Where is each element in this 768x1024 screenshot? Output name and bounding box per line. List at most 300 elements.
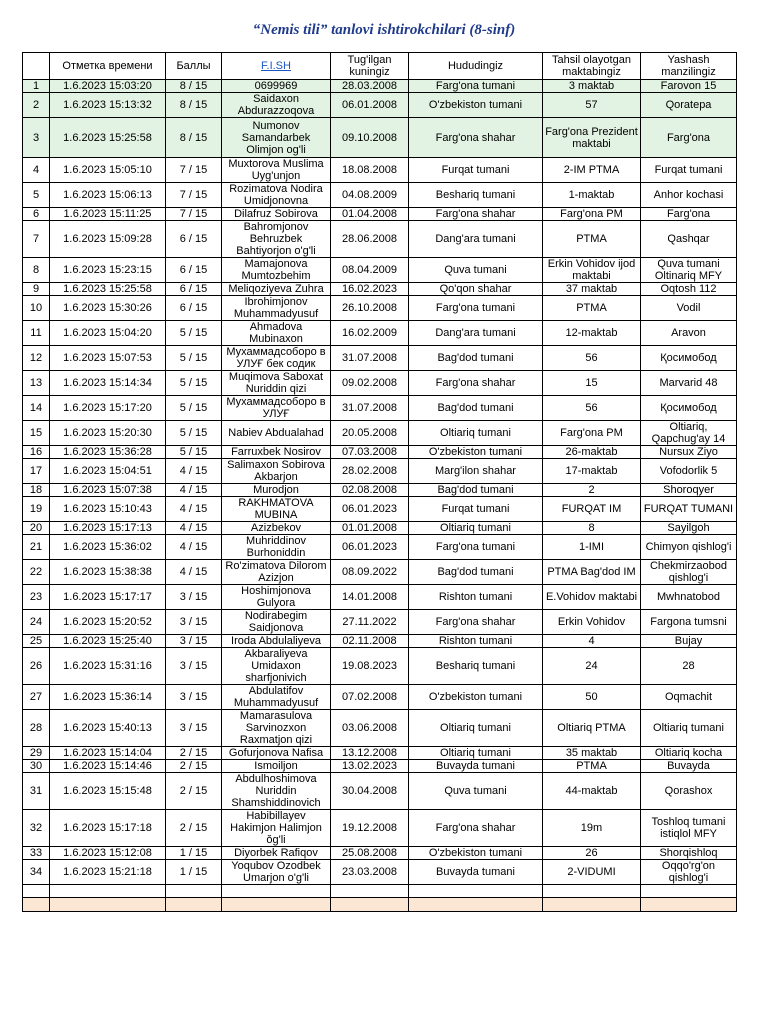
row-birthdate: 13.12.2008: [331, 747, 409, 760]
row-number: 8: [23, 258, 50, 283]
row-timestamp: 1.6.2023 15:11:25: [50, 208, 166, 221]
row-school: 2-IM PTMA: [543, 158, 641, 183]
row-address: Қосимобод: [641, 346, 737, 371]
row-birthdate: 28.06.2008: [331, 221, 409, 258]
row-number: 26: [23, 648, 50, 685]
empty-cell: [409, 885, 543, 898]
row-birthdate: 28.03.2008: [331, 80, 409, 93]
row-number: 16: [23, 446, 50, 459]
row-score: 4 / 15: [166, 459, 222, 484]
row-timestamp: 1.6.2023 15:14:04: [50, 747, 166, 760]
row-name: Gofurjonova Nafisa: [222, 747, 331, 760]
row-school: 35 maktab: [543, 747, 641, 760]
row-score: 2 / 15: [166, 773, 222, 810]
row-number: 17: [23, 459, 50, 484]
row-score: 5 / 15: [166, 321, 222, 346]
row-birthdate: 14.01.2008: [331, 585, 409, 610]
row-region: Farg'ona shahar: [409, 810, 543, 847]
header-score: Баллы: [166, 53, 222, 80]
row-number: 32: [23, 810, 50, 847]
row-birthdate: 07.02.2008: [331, 685, 409, 710]
row-region: O'zbekiston tumani: [409, 446, 543, 459]
row-school: 24: [543, 648, 641, 685]
row-school: Farg'ona PM: [543, 421, 641, 446]
table-row: [23, 221, 737, 258]
row-timestamp: 1.6.2023 15:30:26: [50, 296, 166, 321]
row-number: 29: [23, 747, 50, 760]
row-timestamp: 1.6.2023 15:17:17: [50, 585, 166, 610]
row-name: Hoshimjonova Gulyora: [222, 585, 331, 610]
row-region: Beshariq tumani: [409, 648, 543, 685]
row-timestamp: 1.6.2023 15:40:13: [50, 710, 166, 747]
row-score: 8 / 15: [166, 80, 222, 93]
row-school: Erkin Vohidov: [543, 610, 641, 635]
row-school: 44-maktab: [543, 773, 641, 810]
row-birthdate: 02.08.2008: [331, 484, 409, 497]
row-region: Qo'qon shahar: [409, 283, 543, 296]
row-region: Bag'dod tumani: [409, 560, 543, 585]
row-address: Vodil: [641, 296, 737, 321]
row-school: 17-maktab: [543, 459, 641, 484]
row-address: FURQAT TUMANI: [641, 497, 737, 522]
row-timestamp: 1.6.2023 15:17:18: [50, 810, 166, 847]
row-birthdate: 13.02.2023: [331, 760, 409, 773]
row-school: 15: [543, 371, 641, 396]
row-score: 4 / 15: [166, 560, 222, 585]
row-score: 2 / 15: [166, 810, 222, 847]
row-address: Furqat tumani: [641, 158, 737, 183]
row-score: 2 / 15: [166, 760, 222, 773]
row-number: 27: [23, 685, 50, 710]
row-region: Oltiariq tumani: [409, 522, 543, 535]
row-number: 34: [23, 860, 50, 885]
row-birthdate: 18.08.2008: [331, 158, 409, 183]
row-school: 1-maktab: [543, 183, 641, 208]
header-birthdate: Tug'ilgan kuningiz: [331, 53, 409, 80]
row-address: Chekmirzaobod qishlog'i: [641, 560, 737, 585]
row-timestamp: 1.6.2023 15:13:32: [50, 93, 166, 118]
footer-cell: [166, 898, 222, 912]
row-number: 5: [23, 183, 50, 208]
row-number: 15: [23, 421, 50, 446]
row-address: Қосимобод: [641, 396, 737, 421]
empty-row: [23, 885, 737, 898]
table-row: [23, 585, 737, 610]
row-birthdate: 06.01.2008: [331, 93, 409, 118]
row-school: 26: [543, 847, 641, 860]
row-score: 8 / 15: [166, 118, 222, 158]
footer-cell: [222, 898, 331, 912]
row-address: Quva tumani Oltinariq MFY: [641, 258, 737, 283]
row-region: Rishton tumani: [409, 585, 543, 610]
row-name: Yoqubov Ozodbek Umarjon o'g'li: [222, 860, 331, 885]
row-school: FURQAT IM: [543, 497, 641, 522]
row-school: 57: [543, 93, 641, 118]
footer-cell: [50, 898, 166, 912]
row-name: Numonov Samandarbek Olimjon og'li: [222, 118, 331, 158]
row-name: Diyorbek Rafiqov: [222, 847, 331, 860]
row-birthdate: 06.01.2023: [331, 497, 409, 522]
table-row: [23, 183, 737, 208]
row-birthdate: 16.02.2023: [331, 283, 409, 296]
row-region: Oltiariq tumani: [409, 747, 543, 760]
fish-link[interactable]: F.I.SH: [261, 60, 291, 72]
table-row: [23, 158, 737, 183]
table-row: [23, 118, 737, 158]
row-address: Oqmachit: [641, 685, 737, 710]
row-timestamp: 1.6.2023 15:36:28: [50, 446, 166, 459]
row-region: Farg'ona shahar: [409, 208, 543, 221]
row-region: Buvayda tumani: [409, 760, 543, 773]
footer-cell: [331, 898, 409, 912]
row-birthdate: 26.10.2008: [331, 296, 409, 321]
row-address: Oltiariq kocha: [641, 747, 737, 760]
row-region: Marg'ilon shahar: [409, 459, 543, 484]
footer-row: [23, 898, 737, 912]
row-address: Sayilgoh: [641, 522, 737, 535]
row-region: Oltiariq tumani: [409, 421, 543, 446]
row-school: 2: [543, 484, 641, 497]
row-timestamp: 1.6.2023 15:06:13: [50, 183, 166, 208]
row-timestamp: 1.6.2023 15:04:51: [50, 459, 166, 484]
row-address: Aravon: [641, 321, 737, 346]
row-address: 28: [641, 648, 737, 685]
row-birthdate: 06.01.2023: [331, 535, 409, 560]
row-number: 25: [23, 635, 50, 648]
row-birthdate: 01.04.2008: [331, 208, 409, 221]
row-timestamp: 1.6.2023 15:10:43: [50, 497, 166, 522]
row-name: Ro'zimatova Dilorom Azizjon: [222, 560, 331, 585]
row-name: Mamarasulova Sarvinozxon Raxmatjon qizi: [222, 710, 331, 747]
table-row: [23, 773, 737, 810]
row-score: 1 / 15: [166, 847, 222, 860]
row-school: 56: [543, 346, 641, 371]
row-school: 37 maktab: [543, 283, 641, 296]
empty-cell: [331, 885, 409, 898]
row-timestamp: 1.6.2023 15:31:16: [50, 648, 166, 685]
header-timestamp: Отметка времени: [50, 53, 166, 80]
footer-cell: [543, 898, 641, 912]
row-birthdate: 16.02.2009: [331, 321, 409, 346]
row-region: Farg'ona tumani: [409, 80, 543, 93]
row-address: Shorqishloq: [641, 847, 737, 860]
row-region: Bag'dod tumani: [409, 346, 543, 371]
row-region: Farg'ona tumani: [409, 535, 543, 560]
row-number: 6: [23, 208, 50, 221]
row-number: 24: [23, 610, 50, 635]
row-name: Dilafruz Sobirova: [222, 208, 331, 221]
row-score: 6 / 15: [166, 258, 222, 283]
row-birthdate: 30.04.2008: [331, 773, 409, 810]
header-address: Yashash manzilingiz: [641, 53, 737, 80]
row-timestamp: 1.6.2023 15:36:02: [50, 535, 166, 560]
footer-cell: [409, 898, 543, 912]
row-timestamp: 1.6.2023 15:15:48: [50, 773, 166, 810]
row-school: Oltiariq PTMA: [543, 710, 641, 747]
row-name: Bahromjonov Behruzbek Bahtiyorjon o'g'li: [222, 221, 331, 258]
row-score: 3 / 15: [166, 610, 222, 635]
row-school: PTMA Bag'dod IM: [543, 560, 641, 585]
row-number: 28: [23, 710, 50, 747]
row-address: Marvarid 48: [641, 371, 737, 396]
row-timestamp: 1.6.2023 15:20:30: [50, 421, 166, 446]
row-region: Farg'ona shahar: [409, 118, 543, 158]
row-number: 10: [23, 296, 50, 321]
row-number: 19: [23, 497, 50, 522]
row-region: Dang'ara tumani: [409, 321, 543, 346]
row-score: 3 / 15: [166, 710, 222, 747]
row-birthdate: 25.08.2008: [331, 847, 409, 860]
row-address: Farg'ona: [641, 208, 737, 221]
table-header: [23, 53, 737, 80]
table-row: [23, 747, 737, 760]
table-row: [23, 80, 737, 93]
row-birthdate: 23.03.2008: [331, 860, 409, 885]
table-row: [23, 497, 737, 522]
row-address: Chimyon qishlog'i: [641, 535, 737, 560]
row-timestamp: 1.6.2023 15:25:58: [50, 283, 166, 296]
row-school: 3 maktab: [543, 80, 641, 93]
empty-cell: [23, 885, 50, 898]
row-school: 50: [543, 685, 641, 710]
table-row: [23, 296, 737, 321]
row-score: 3 / 15: [166, 685, 222, 710]
table-row: [23, 860, 737, 885]
row-name: Farruxbek Nosirov: [222, 446, 331, 459]
row-address: Farovon 15: [641, 80, 737, 93]
row-name: Muqimova Saboxat Nuriddin qizi: [222, 371, 331, 396]
table-row: [23, 93, 737, 118]
table-row: [23, 535, 737, 560]
row-name: Iroda Abdulaliyeva: [222, 635, 331, 648]
row-timestamp: 1.6.2023 15:20:52: [50, 610, 166, 635]
row-name: Habibillayev Hakimjon Halimjon ŏg'li: [222, 810, 331, 847]
row-birthdate: 07.03.2008: [331, 446, 409, 459]
row-number: 4: [23, 158, 50, 183]
header-number: [23, 53, 50, 80]
row-address: Qorashox: [641, 773, 737, 810]
row-name: Мухаммадсоборо в УЛУҒ бек содик: [222, 346, 331, 371]
row-number: 1: [23, 80, 50, 93]
row-region: O'zbekiston tumani: [409, 93, 543, 118]
row-region: Farg'ona shahar: [409, 610, 543, 635]
footer-cell: [641, 898, 737, 912]
row-birthdate: 08.09.2022: [331, 560, 409, 585]
table-row: [23, 396, 737, 421]
table-body: [23, 80, 737, 912]
row-timestamp: 1.6.2023 15:38:38: [50, 560, 166, 585]
table-row: [23, 459, 737, 484]
row-name: Nabiev Abdualahad: [222, 421, 331, 446]
row-school: Farg'ona PM: [543, 208, 641, 221]
row-region: Bag'dod tumani: [409, 396, 543, 421]
row-address: Oltiariq tumani: [641, 710, 737, 747]
row-address: Mwhnatobod: [641, 585, 737, 610]
row-birthdate: 19.12.2008: [331, 810, 409, 847]
row-birthdate: 08.04.2009: [331, 258, 409, 283]
row-region: Dang'ara tumani: [409, 221, 543, 258]
empty-cell: [166, 885, 222, 898]
table-row: [23, 283, 737, 296]
row-school: 8: [543, 522, 641, 535]
row-number: 23: [23, 585, 50, 610]
footer-cell: [23, 898, 50, 912]
row-school: 12-maktab: [543, 321, 641, 346]
row-birthdate: 01.01.2008: [331, 522, 409, 535]
row-number: 9: [23, 283, 50, 296]
row-school: PTMA: [543, 221, 641, 258]
row-name: Ahmadova Mubinaxon: [222, 321, 331, 346]
table-row: [23, 371, 737, 396]
row-score: 3 / 15: [166, 648, 222, 685]
row-score: 5 / 15: [166, 421, 222, 446]
row-timestamp: 1.6.2023 15:14:34: [50, 371, 166, 396]
row-region: Beshariq tumani: [409, 183, 543, 208]
table-row: [23, 648, 737, 685]
row-number: 2: [23, 93, 50, 118]
row-school: 2-VIDUMI: [543, 860, 641, 885]
row-timestamp: 1.6.2023 15:04:20: [50, 321, 166, 346]
row-address: Oqtosh 112: [641, 283, 737, 296]
table-row: [23, 208, 737, 221]
row-birthdate: 28.02.2008: [331, 459, 409, 484]
row-school: E.Vohidov maktabi: [543, 585, 641, 610]
row-address: Bujay: [641, 635, 737, 648]
row-school: PTMA: [543, 760, 641, 773]
table-row: [23, 346, 737, 371]
row-name: Mamajonova Mumtozbehim: [222, 258, 331, 283]
document-title: “Nemis tili” tanlovi ishtirokchilari (8-sinf): [252, 22, 516, 38]
table-row: [23, 635, 737, 648]
row-score: 3 / 15: [166, 635, 222, 648]
row-birthdate: 31.07.2008: [331, 346, 409, 371]
row-number: 3: [23, 118, 50, 158]
row-name: Ismoiljon: [222, 760, 331, 773]
table-row: [23, 760, 737, 773]
row-name: Saidaxon Abdurazzoqova: [222, 93, 331, 118]
row-region: O'zbekiston tumani: [409, 847, 543, 860]
row-region: O'zbekiston tumani: [409, 685, 543, 710]
row-name: Muhriddinov Burhoniddin: [222, 535, 331, 560]
table-row: [23, 610, 737, 635]
row-score: 3 / 15: [166, 585, 222, 610]
row-school: 1-IMI: [543, 535, 641, 560]
table-row: [23, 810, 737, 847]
table-row: [23, 560, 737, 585]
row-name: Abdulatifov Muhammadyusuf: [222, 685, 331, 710]
row-timestamp: 1.6.2023 15:07:53: [50, 346, 166, 371]
row-region: Farg'ona tumani: [409, 296, 543, 321]
row-score: 5 / 15: [166, 396, 222, 421]
row-address: Oltiariq, Qapchug'ay 14: [641, 421, 737, 446]
row-timestamp: 1.6.2023 15:36:14: [50, 685, 166, 710]
row-score: 7 / 15: [166, 183, 222, 208]
row-timestamp: 1.6.2023 15:25:58: [50, 118, 166, 158]
table-row: [23, 421, 737, 446]
row-birthdate: 09.02.2008: [331, 371, 409, 396]
row-timestamp: 1.6.2023 15:09:28: [50, 221, 166, 258]
row-birthdate: 09.10.2008: [331, 118, 409, 158]
table-row: [23, 847, 737, 860]
row-birthdate: 19.08.2023: [331, 648, 409, 685]
row-number: 33: [23, 847, 50, 860]
row-score: 4 / 15: [166, 497, 222, 522]
table-row: [23, 321, 737, 346]
header-fish[interactable]: [222, 53, 331, 80]
row-address: Qoratepa: [641, 93, 737, 118]
row-timestamp: 1.6.2023 15:12:08: [50, 847, 166, 860]
row-school: Erkin Vohidov ijod maktabi: [543, 258, 641, 283]
row-name: Azizbekov: [222, 522, 331, 535]
row-school: 19m: [543, 810, 641, 847]
table-row: [23, 685, 737, 710]
row-region: Oltiariq tumani: [409, 710, 543, 747]
row-address: Fargona tumsni: [641, 610, 737, 635]
row-score: 2 / 15: [166, 747, 222, 760]
row-timestamp: 1.6.2023 15:21:18: [50, 860, 166, 885]
row-number: 11: [23, 321, 50, 346]
row-score: 8 / 15: [166, 93, 222, 118]
row-name: Nodirabegim Saidjonova: [222, 610, 331, 635]
row-region: Rishton tumani: [409, 635, 543, 648]
row-number: 7: [23, 221, 50, 258]
empty-cell: [222, 885, 331, 898]
row-name: Muxtorova Muslima Uyg'unjon: [222, 158, 331, 183]
row-number: 12: [23, 346, 50, 371]
table-row: [23, 258, 737, 283]
row-birthdate: 04.08.2009: [331, 183, 409, 208]
row-name: RAKHMATOVA MUBINA: [222, 497, 331, 522]
row-name: Ibrohimjonov Muhammadyusuf: [222, 296, 331, 321]
table-row: [23, 484, 737, 497]
row-score: 6 / 15: [166, 283, 222, 296]
table-row: [23, 522, 737, 535]
table-row: [23, 710, 737, 747]
header-region: Hududingiz: [409, 53, 543, 80]
row-score: 7 / 15: [166, 208, 222, 221]
row-school: 4: [543, 635, 641, 648]
row-birthdate: 31.07.2008: [331, 396, 409, 421]
row-address: Buvayda: [641, 760, 737, 773]
participants-table: [22, 52, 737, 912]
row-birthdate: 27.11.2022: [331, 610, 409, 635]
row-region: Buvayda tumani: [409, 860, 543, 885]
row-region: Quva tumani: [409, 773, 543, 810]
row-address: Shoroqyer: [641, 484, 737, 497]
row-score: 5 / 15: [166, 446, 222, 459]
row-address: Nursux Ziyo: [641, 446, 737, 459]
row-timestamp: 1.6.2023 15:25:40: [50, 635, 166, 648]
row-address: Qashqar: [641, 221, 737, 258]
row-number: 18: [23, 484, 50, 497]
row-number: 21: [23, 535, 50, 560]
row-address: Oqqo'rg'on qishlog'i: [641, 860, 737, 885]
row-score: 5 / 15: [166, 371, 222, 396]
row-timestamp: 1.6.2023 15:23:15: [50, 258, 166, 283]
row-region: Furqat tumani: [409, 497, 543, 522]
row-score: 4 / 15: [166, 535, 222, 560]
table-row: [23, 446, 737, 459]
row-timestamp: 1.6.2023 15:17:20: [50, 396, 166, 421]
row-name: Murodjon: [222, 484, 331, 497]
row-timestamp: 1.6.2023 15:17:13: [50, 522, 166, 535]
row-score: 4 / 15: [166, 522, 222, 535]
row-score: 6 / 15: [166, 221, 222, 258]
row-score: 1 / 15: [166, 860, 222, 885]
row-score: 4 / 15: [166, 484, 222, 497]
row-name: Salimaxon Sobirova Akbarjon: [222, 459, 331, 484]
empty-cell: [641, 885, 737, 898]
